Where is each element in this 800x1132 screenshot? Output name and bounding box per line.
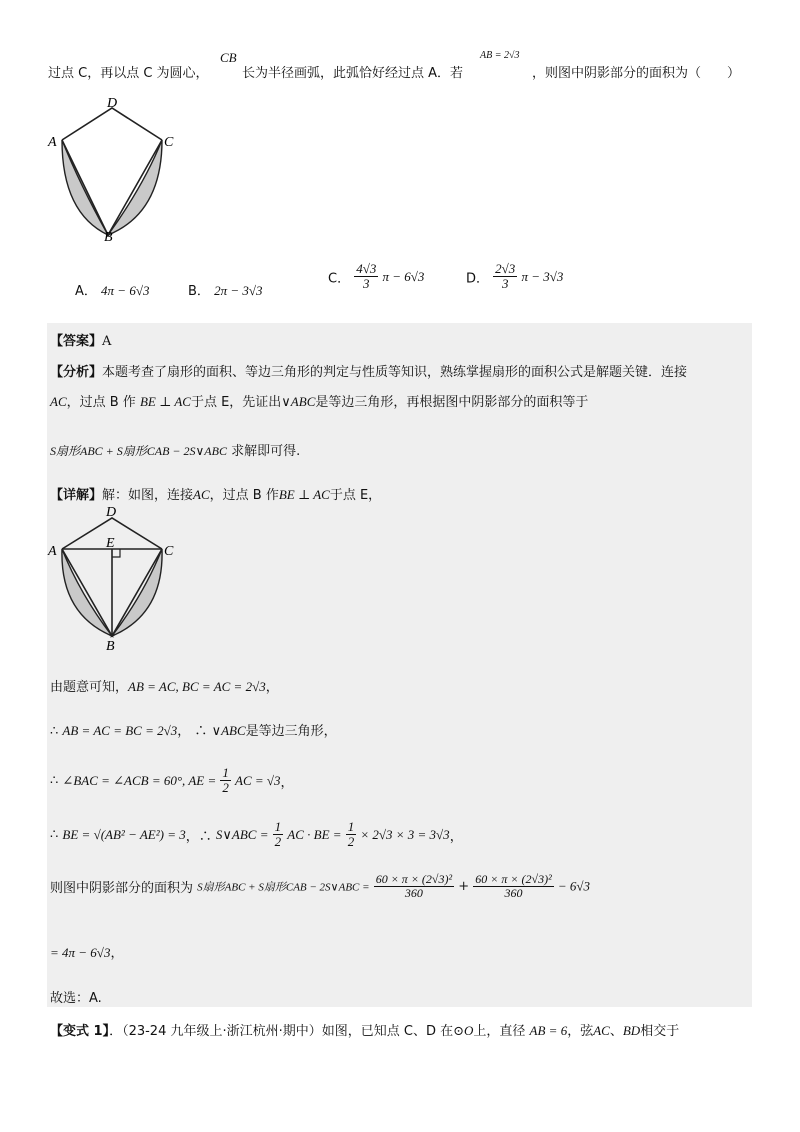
step-4-sep: ，∴ — [185, 829, 212, 845]
fig1-label-d: D — [107, 96, 118, 111]
step-4-half-num: 1 — [274, 819, 282, 834]
variant-text-b: 上，直径 — [473, 1024, 526, 1039]
answer-panel — [47, 323, 752, 1007]
step-5-den-1: 360 — [404, 886, 423, 901]
question-text-c: ，则图中阴影部分的面积为（ ） — [532, 66, 741, 81]
option-c-letter: C． — [328, 271, 351, 287]
analysis-perp: BE ⊥ AC — [139, 394, 191, 409]
step-5-num-2: 60 × π × (2√3)² — [475, 872, 552, 886]
step-3-half-den: 2 — [222, 780, 229, 796]
question-text-b: 长为半径画弧，此弧恰好经过点 A．若 — [242, 66, 464, 81]
step-1-expr: AB = AC, BC = AC = 2√3 — [128, 679, 266, 694]
variant-tag: 【变式 1】 — [50, 1024, 110, 1039]
analysis-text-2d: 于点 E，先证出 — [190, 395, 282, 410]
step-5-label: 则图中阴影部分的面积为 — [50, 881, 194, 897]
analysis-triangle: ∨ABC — [281, 394, 316, 409]
step-4-half-den: 2 — [274, 834, 282, 850]
detail-text-c: ，过点 B 作 — [209, 488, 279, 503]
option-d[interactable] — [466, 262, 563, 292]
analysis-line-3 — [50, 440, 300, 459]
cb-label: CB — [220, 50, 237, 65]
figure-2 — [40, 502, 190, 652]
fig2-label-e: E — [106, 536, 115, 551]
detail-line-1 — [50, 484, 381, 503]
option-b-expr: 2π − 3√3 — [214, 283, 263, 298]
step-3-expr: ∠BAC = ∠ACB = 60°, AE = — [62, 772, 217, 788]
step-5-den-2: 360 — [504, 886, 523, 901]
analysis-line-2 — [50, 391, 588, 410]
step-5 — [50, 873, 590, 900]
step-6-result: = 4π − 6√3 — [50, 945, 111, 960]
step-4-result: × 2√3 × 3 = 3√3 — [360, 826, 450, 842]
step-7: 故选：A. — [50, 991, 102, 1006]
fig2-label-b: B — [106, 639, 115, 652]
step-2-therefore: ∴ — [50, 724, 59, 739]
option-d-num: 2√3 — [495, 261, 516, 276]
variant-text-d: 、 — [609, 1024, 623, 1039]
step-2-triangle: ∨ABC — [211, 723, 246, 738]
fig2-label-a: A — [48, 544, 57, 559]
fig1-label-b: B — [104, 230, 113, 245]
analysis-ac: AC — [50, 394, 67, 409]
step-5-num-1: 60 × π × (2√3)² — [375, 872, 453, 886]
analysis-tail: 求解即可得. — [231, 444, 301, 459]
analysis-tag: 【分析】 — [50, 365, 103, 380]
step-4-be: BE = √(AB² − AE²) = 3 — [62, 826, 186, 842]
step-2-text: 是等边三角形， — [245, 724, 337, 739]
variant-ac: AC — [593, 1023, 610, 1038]
step-6-comma: ， — [110, 946, 124, 961]
step-1 — [50, 676, 279, 695]
analysis-text-2f: 是等边三角形，再根据图中阴影部分的面积等于 — [315, 395, 589, 410]
detail-perp: BE ⊥ AC — [278, 487, 330, 502]
option-a-expr: 4π − 6√3 — [101, 283, 150, 298]
fig2-label-d: D — [106, 505, 117, 520]
step-4-half-den-2: 2 — [347, 834, 355, 850]
fig1-kite-top — [62, 108, 162, 140]
variant-line — [50, 1020, 679, 1039]
variant-text-e: 相交于 — [640, 1024, 680, 1039]
option-b-letter: B． — [188, 284, 210, 299]
step-2-expr: AB = AC = BC = 2√3 — [62, 723, 178, 738]
question-text-a: 过点 C，再以点 C 为圆心， — [48, 66, 209, 81]
fig2-label-c: C — [164, 544, 174, 559]
step-2 — [50, 720, 337, 739]
step-4-therefore: ∴ — [50, 827, 59, 843]
option-b[interactable] — [188, 280, 262, 299]
option-c-den: 3 — [363, 276, 370, 292]
step-4-area-label: S∨ABC = — [215, 826, 269, 842]
option-c-num: 4√3 — [356, 261, 377, 276]
option-d-letter: D． — [466, 271, 490, 287]
figure-1 — [40, 95, 190, 245]
detail-tag: 【详解】 — [50, 488, 103, 503]
step-4-comma: ， — [449, 829, 463, 845]
answer-value: A — [102, 334, 112, 349]
detail-ac: AC — [193, 487, 210, 502]
step-1-comma: ， — [265, 680, 279, 695]
fig1-label-a: A — [48, 135, 57, 150]
option-d-rest: π − 3√3 — [521, 268, 564, 284]
option-a[interactable] — [75, 280, 149, 299]
detail-text-a: 解：如图，连接 — [102, 488, 194, 503]
step-3-expr-2: AC = √3 — [235, 772, 281, 788]
analysis-line-1 — [50, 361, 687, 380]
option-a-letter: A． — [75, 284, 97, 299]
step-3 — [50, 766, 294, 796]
variant-circle: ⊙O — [453, 1023, 474, 1038]
option-d-den: 3 — [501, 276, 509, 292]
step-3-therefore: ∴ — [50, 773, 59, 789]
step-4-product: AC · BE = — [287, 826, 342, 842]
option-c-rest: π − 6√3 — [382, 268, 425, 284]
answer-line — [50, 330, 111, 349]
step-4 — [50, 820, 463, 850]
variant-text-a: ．（23-24 九年级上·浙江杭州·期中）如图，已知点 C、D 在 — [109, 1024, 454, 1039]
fig1-label-c: C — [164, 135, 174, 150]
step-2-therefore-2: ∴ — [194, 724, 208, 739]
step-3-half-num: 1 — [222, 765, 229, 780]
ab-condition: AB = 2√3 — [480, 50, 520, 61]
option-c[interactable] — [328, 262, 424, 292]
step-3-comma: ， — [280, 775, 294, 791]
variant-text-c: ，弦 — [567, 1024, 594, 1039]
step-2-comma: ， — [177, 724, 191, 739]
analysis-area-expr: S扇形ABC + S扇形CAB − 2S∨ABC — [50, 444, 227, 458]
step-5-tail: − 6√3 — [557, 878, 590, 894]
step-5-area-expr: S扇形ABC + S扇形CAB − 2S∨ABC = — [197, 881, 370, 894]
step-4-half-num-2: 1 — [347, 819, 355, 834]
variant-bd: BD — [622, 1023, 641, 1038]
analysis-text-2b: ，过点 B 作 — [66, 395, 136, 410]
answer-tag: 【答案】 — [50, 334, 103, 349]
question-line-1 — [48, 62, 209, 81]
analysis-text-1: 本题考查了扇形的面积、等边三角形的判定与性质等知识，熟练掌握扇形的面积公式是解题关键．连接 — [102, 365, 688, 380]
detail-text-e: 于点 E， — [329, 488, 382, 503]
step-1-label: 由题意可知， — [50, 680, 129, 695]
step-5-plus: + — [458, 879, 470, 895]
variant-ab: AB = 6 — [529, 1023, 568, 1038]
step-6 — [50, 942, 123, 961]
